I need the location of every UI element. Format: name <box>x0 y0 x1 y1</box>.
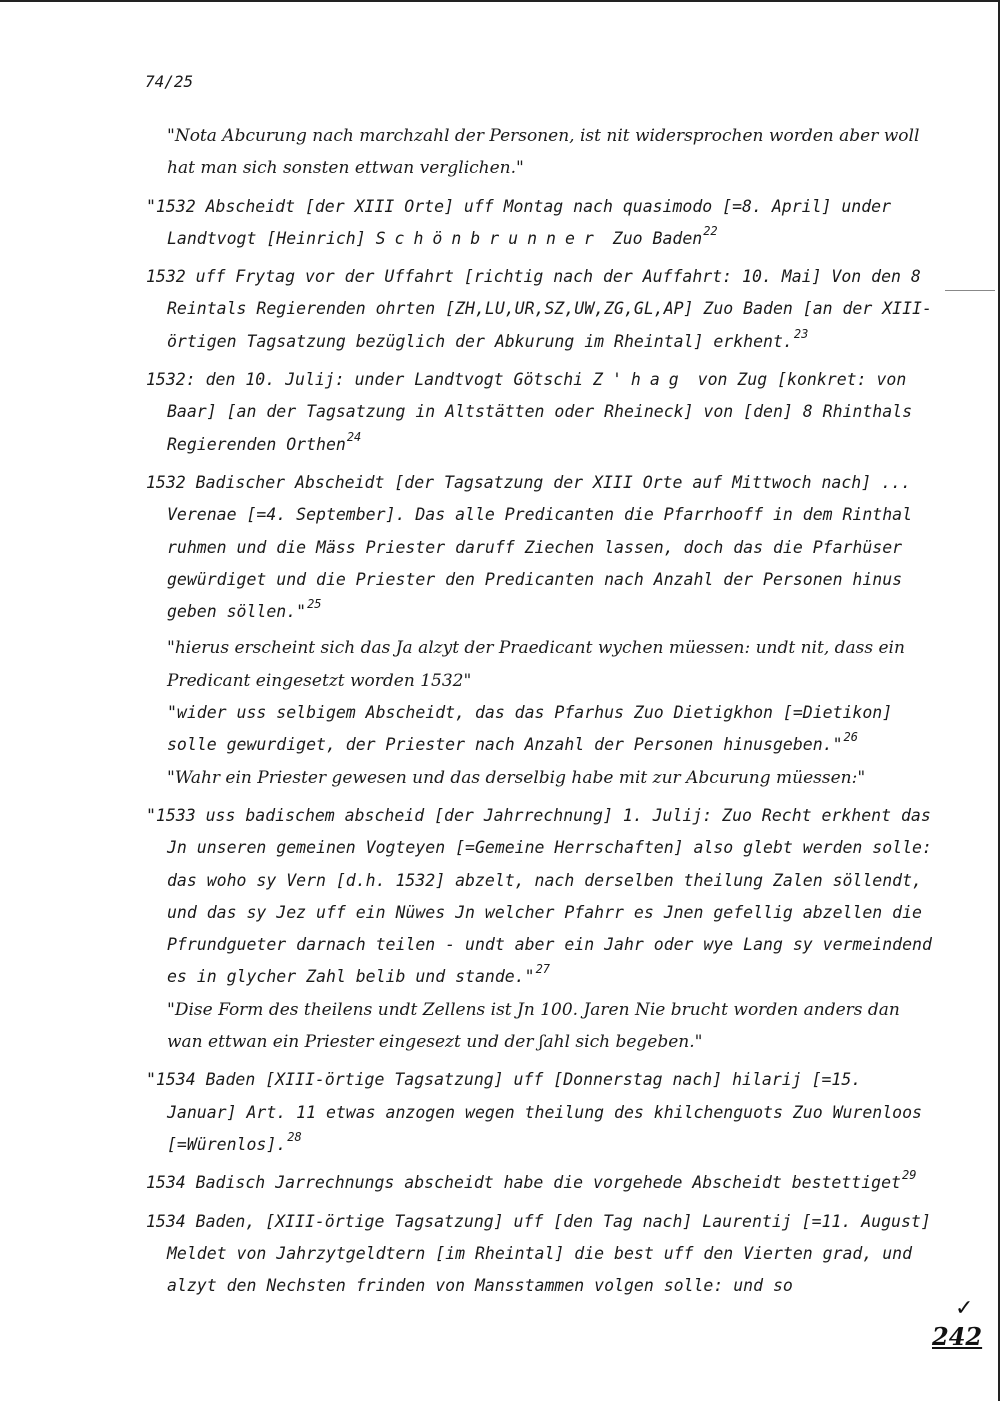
entry-text: 1532: den 10. Julij: under Landtvogt Götschi <box>146 370 594 390</box>
quote-priester <box>146 762 936 794</box>
entry-1532-mai <box>146 261 936 358</box>
footnote-ref: 26 <box>843 730 858 745</box>
page-number: 242 <box>932 1322 983 1351</box>
entry-text: 1534 Badisch Jarrechnungs abscheidt habe die vorgehede Abscheidt bestettiget <box>146 1173 901 1193</box>
check-mark-icon: ✓ <box>955 1296 974 1321</box>
entry-1534-januar <box>146 1064 936 1161</box>
entry-text: 1532 uff Frytag vor der Uffahrt [richtig nach der Auffahrt: 10. Mai] Von den 8 Reintals Regierenden ohrten [ZH,LU,UR,SZ,UW,ZG,GL,AP] Zuo Baden [an der XIII-örtigen Tagsatzung bezüglich der Abkurung im Rheintal] erkhent. <box>146 267 932 351</box>
footnote-ref: 28 <box>287 1129 302 1144</box>
entry-text: Zuo Baden <box>602 228 703 248</box>
spaced-name: Schönbrunner <box>375 228 603 248</box>
entry-1532-september <box>146 467 936 628</box>
spaced-name: Z'hag <box>593 370 688 390</box>
margin-mark <box>945 290 995 291</box>
footnote-ref: 27 <box>535 962 551 977</box>
footnote-ref: 23 <box>793 326 809 341</box>
entry-1534-jarrechnung <box>146 1167 936 1199</box>
quote-abcurung <box>146 120 936 185</box>
entry-1532-april <box>146 191 936 256</box>
document-body <box>146 120 936 1302</box>
quote-text: "Nota Abcurung nach marchzahl der Personen, ist nit widersprochen worden aber woll hat man sich sonsten ettwan verglichen." <box>167 126 920 179</box>
entry-text: "1534 Baden [XIII-örtige Tagsatzung] uff [Donnerstag nach] hilarij [=15. Januar] Art. 11 etwas anzogen wegen theilung des khilchenguots Zuo Wurenloos [=Würenlos]. <box>146 1070 922 1154</box>
entry-text: 1532 Badischer Abscheidt [der Tagsatzung der XIII Orte auf Mittwoch nach] ... Verenae [=4. September]. Das alle Predicanten die Pfarrhooff in dem Rinthal ruhmen und die Mäss Priester daruff Ziechen lassen, doch das die Pfarhüser gewürdiget und die Priester den Predicanten nach Anzahl der Personen hinus geben söllen." <box>146 472 913 622</box>
quote-text: "wider uss selbigem Abscheidt, das das Pfarhus Zuo Dietigkhon [=Dietikon] solle gewurdiget, der Priester nach Anzahl der Personen hinusgeben." <box>167 703 893 755</box>
entry-text: "1532 Abscheidt [der XIII Orte] uff Montag nach quasimodo [=8. April] under Landtvogt [Heinrich] <box>146 196 892 248</box>
quote-text: "Dise Form des theilens undt Zellens ist Jn 100. Jaren Nie brucht worden anders dan wan ettwan ein Priester eingesezt und der ʃahl sich begeben." <box>167 999 900 1053</box>
footnote-ref: 25 <box>307 597 322 612</box>
quote-dise-form <box>146 994 936 1059</box>
footnote-ref: 29 <box>901 1168 917 1183</box>
footnote-ref: 24 <box>346 429 362 444</box>
entry-1534-august <box>146 1206 936 1303</box>
quote-praedicant <box>146 632 936 697</box>
footnote-ref: 22 <box>703 223 718 238</box>
quote-text: "Wahr ein Priester gewesen und das derselbig habe mit zur Abcurung müessen:" <box>167 767 866 788</box>
entry-1532-julij <box>146 364 936 461</box>
quote-text: "hierus erscheint sich das Ja alzyt der Praedicant wychen müessen: undt nit, dass ein Predicant eingesetzt worden 1532" <box>167 638 905 691</box>
entry-text: 1534 Baden, [XIII-örtige Tagsatzung] uff [den Tag nach] Laurentij [=11. August] Meldet von Jahrzytgeldtern [im Rheintal] die best uff den Vierten grad, und alzyt den Nechsten frinden von Mansstammen volgen solle: und so <box>146 1211 931 1296</box>
folio-number: 74/25 <box>145 72 194 91</box>
entry-text: "1533 uss badischem abscheid [der Jahrrechnung] 1. Julij: Zuo Recht erkhent das Jn unseren gemeinen Vogteyen [=Gemeine Herrschaften] also glebt werden solle: das woho sy Vern [d.h. 1532] abzelt, nach derselben theilung Zalen söllendt, und das sy Jez uff ein Nüwes Jn welcher Pfahrr es Jnen gefellig abzellen die Pfrundgueter darnach teilen - undt aber ein Jahr oder wye Lang sy vermeindend es in glycher Zahl belib und stande." <box>146 805 932 987</box>
quote-dietigkhon <box>146 697 936 762</box>
entry-1533-julij <box>146 800 936 994</box>
entry-text: von Zug [konkret: von Baar] [an der Tagsatzung in Altstätten oder Rheineck] von [den] 8 Rhinthals Regierenden Orthen <box>167 370 913 454</box>
